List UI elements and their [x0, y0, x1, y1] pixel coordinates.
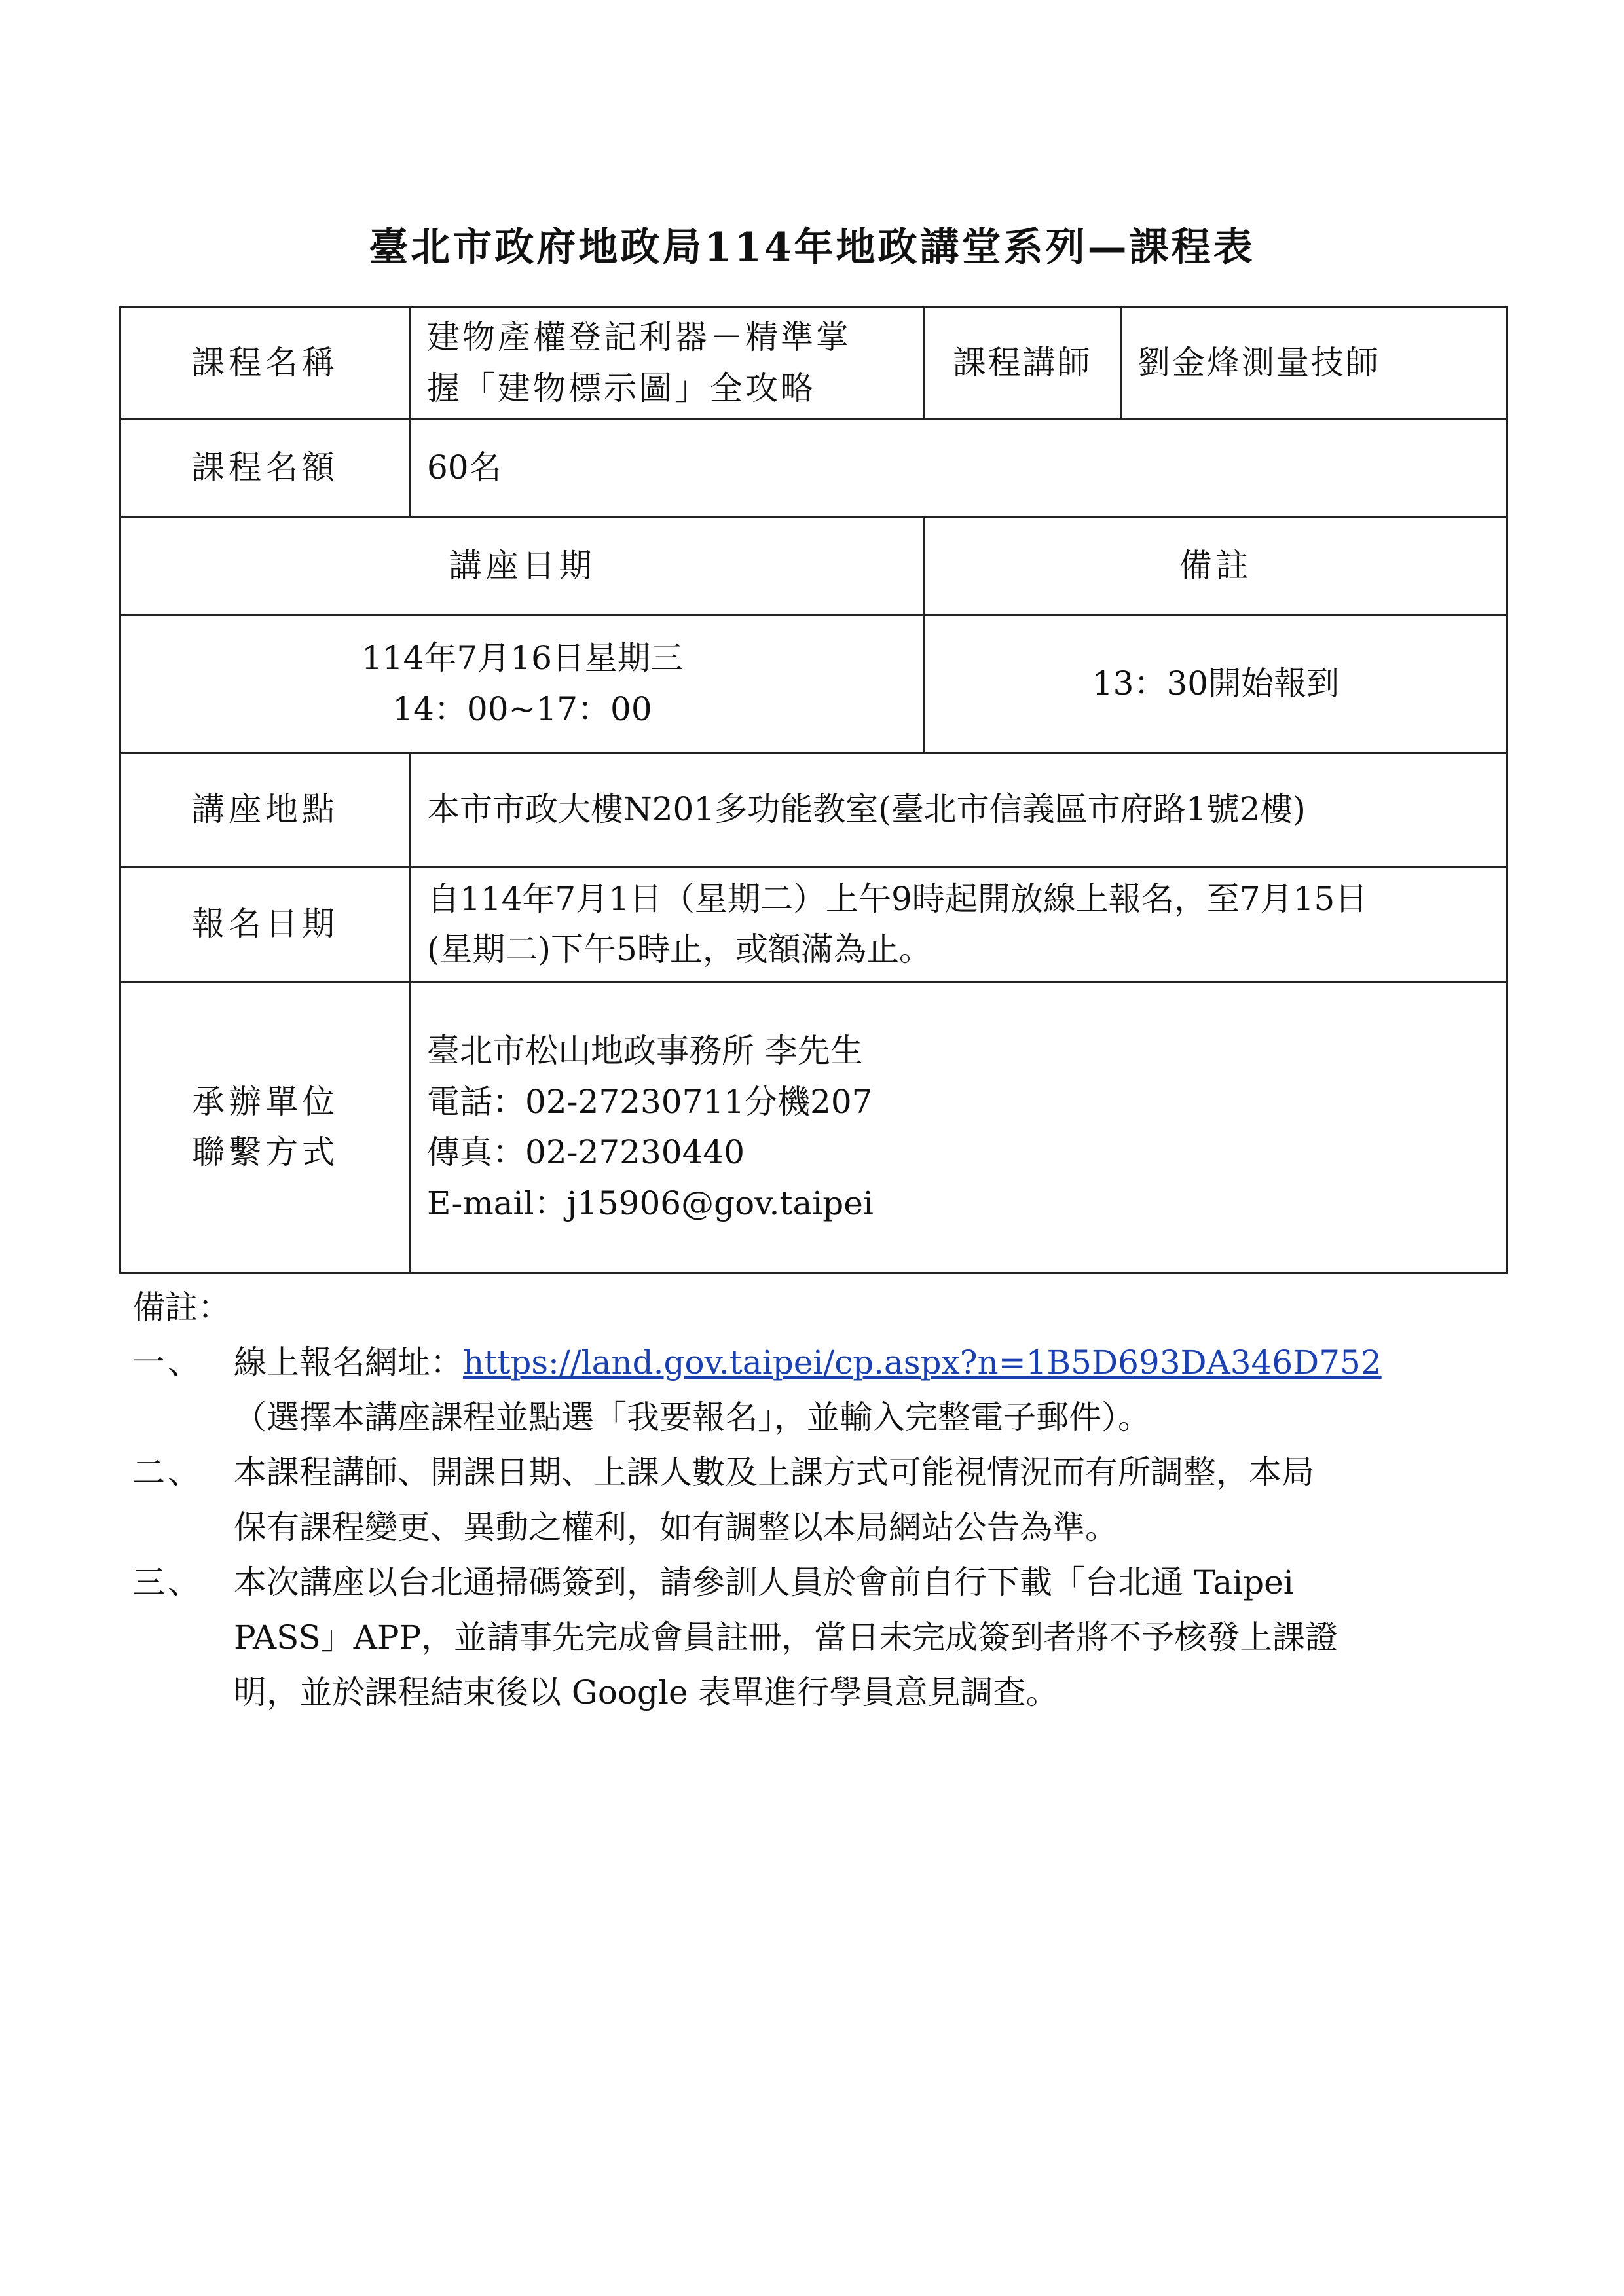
row-date-header — [120, 517, 1507, 615]
course-name-line-1: 建物產權登記利器－精準掌 — [427, 318, 851, 356]
note-3-line-2: PASS」APP，並請事先完成會員註冊，當日未完成簽到者將不予核發上課證 — [234, 1618, 1338, 1656]
registration-line-2: (星期二)下午5時止，或額滿為止。 — [427, 930, 932, 968]
note-number-1: 一、 — [132, 1343, 203, 1381]
instructor-label: 課程講師 — [925, 308, 1121, 419]
contact-office: 臺北市松山地政事務所 李先生 — [427, 1032, 863, 1070]
registration-label: 報名日期 — [120, 867, 411, 982]
quota-label: 課程名額 — [120, 419, 411, 517]
row-date-values — [120, 615, 1507, 753]
contact-label-line-2: 聯繫方式 — [192, 1133, 339, 1171]
course-name-label: 課程名稱 — [120, 308, 411, 419]
row-course-name — [120, 308, 1507, 419]
instructor-value: 劉金烽測量技師 — [1121, 308, 1507, 419]
document-title: 臺北市政府地政局114年地政講堂系列—課程表 — [369, 225, 1255, 270]
note-2-line-1: 本課程講師、開課日期、上課人數及上課方式可能視情況而有所調整，本局 — [234, 1453, 1314, 1491]
remark-label: 備註 — [925, 517, 1507, 615]
note-item-1 — [119, 1335, 1506, 1445]
date-value — [120, 615, 925, 753]
note-3-line-3: 明，並於課程結束後以 Google 表單進行學員意見調查。 — [234, 1673, 1059, 1711]
row-contact — [120, 982, 1507, 1273]
note-text-1 — [234, 1335, 1506, 1445]
note-item-3 — [119, 1555, 1506, 1720]
registration-line-1: 自114年7月1日（星期二）上午9時起開放線上報名，至7月15日 — [427, 879, 1368, 918]
remark-value: 13：30開始報到 — [925, 615, 1507, 753]
contact-value — [411, 982, 1507, 1273]
notes-heading: 備註： — [132, 1288, 231, 1326]
location-label: 講座地點 — [120, 753, 411, 867]
contact-fax: 傳真：02-27230440 — [427, 1133, 745, 1171]
row-registration — [120, 867, 1507, 982]
notes-section — [119, 1280, 1506, 1720]
contact-label-line-1: 承辦單位 — [192, 1082, 339, 1121]
note-2-line-2: 保有課程變更、異動之權利，如有調整以本局網站公告為準。 — [234, 1508, 1118, 1546]
row-location — [120, 753, 1507, 867]
note-text-2 — [234, 1445, 1506, 1555]
course-table — [119, 306, 1508, 1274]
course-name-line-2: 握「建物標示圖」全攻略 — [427, 369, 816, 407]
contact-email: E-mail：j15906@gov.taipei — [427, 1184, 874, 1222]
contact-label — [120, 982, 411, 1273]
registration-url-link[interactable]: https://land.gov.taipei/cp.aspx?n=1B5D693DA346D752 — [463, 1343, 1382, 1381]
location-value: 本市市政大樓N201多功能教室(臺北市信義區市府路1號2樓) — [411, 753, 1507, 867]
note-item-2 — [119, 1445, 1506, 1555]
registration-url-prefix: 線上報名網址： — [234, 1343, 463, 1381]
quota-value: 60名 — [411, 419, 1507, 517]
note-text-3 — [234, 1555, 1506, 1720]
course-name-value — [411, 308, 925, 419]
note-number-3: 三、 — [132, 1563, 203, 1601]
note-number-2: 二、 — [132, 1453, 203, 1491]
contact-phone: 電話：02-27230711分機207 — [427, 1082, 873, 1121]
date-line-1: 114年7月16日星期三 — [361, 639, 683, 677]
note-1-line-2: （選擇本講座課程並點選「我要報名」，並輸入完整電子郵件）。 — [234, 1398, 1151, 1436]
registration-value — [411, 867, 1507, 982]
row-quota — [120, 419, 1507, 517]
note-3-line-1: 本次講座以台北通掃碼簽到，請參訓人員於會前自行下載「台北通 Taipei — [234, 1563, 1294, 1601]
date-label: 講座日期 — [120, 517, 925, 615]
date-line-2: 14：00~17：00 — [392, 689, 652, 728]
